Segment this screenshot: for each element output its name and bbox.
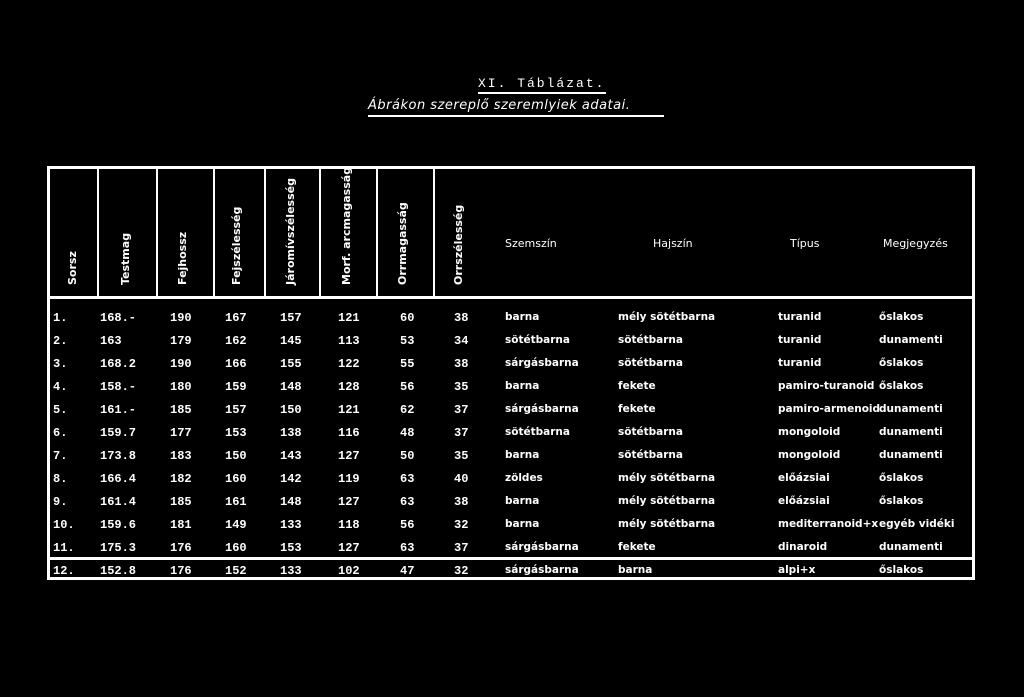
table-cell: mély sötétbarna bbox=[618, 311, 716, 323]
table-cell: mély sötétbarna bbox=[618, 472, 716, 484]
table-cell: 162 bbox=[225, 334, 247, 348]
table-cell: 11. bbox=[53, 541, 75, 555]
table-cell: 155 bbox=[280, 357, 302, 371]
table-cell: 185 bbox=[170, 495, 192, 509]
table-cell: 148 bbox=[280, 380, 302, 394]
table-cell: őslakos bbox=[879, 380, 924, 392]
header-column-divider bbox=[376, 169, 378, 299]
table-number-title: XI. Táblázat. bbox=[478, 76, 638, 91]
table-cell: 127 bbox=[338, 541, 360, 555]
table-cell: 62 bbox=[400, 403, 415, 417]
table-cell: 166.4 bbox=[100, 472, 137, 486]
table-cell: mély sötétbarna bbox=[618, 495, 716, 507]
column-header: Szemszín bbox=[505, 237, 557, 250]
table-cell: 12. bbox=[53, 564, 75, 578]
table-cell: 37 bbox=[454, 403, 469, 417]
table-cell: 127 bbox=[338, 495, 360, 509]
table-cell: turanid bbox=[778, 357, 822, 369]
table-cell: 116 bbox=[338, 426, 360, 440]
header-column-divider bbox=[213, 169, 215, 299]
table-cell: 179 bbox=[170, 334, 192, 348]
table-cell: mediterranoid+x bbox=[778, 518, 879, 530]
table-cell: őslakos bbox=[879, 357, 924, 369]
table-row bbox=[50, 376, 972, 399]
table-cell: barna bbox=[505, 380, 540, 392]
table-cell: 38 bbox=[454, 311, 469, 325]
table-row bbox=[50, 514, 972, 537]
table-row bbox=[50, 537, 972, 560]
table-cell: 159 bbox=[225, 380, 247, 394]
table-row bbox=[50, 399, 972, 422]
table-cell: barna bbox=[505, 311, 540, 323]
caption-underline bbox=[368, 115, 664, 117]
header-divider bbox=[50, 296, 972, 299]
table-cell: 150 bbox=[225, 449, 247, 463]
table-cell: 47 bbox=[400, 564, 415, 578]
table-cell: barna bbox=[505, 449, 540, 461]
table-cell: 177 bbox=[170, 426, 192, 440]
table-cell: 183 bbox=[170, 449, 192, 463]
table-cell: 9. bbox=[53, 495, 68, 509]
table-cell: 160 bbox=[225, 541, 247, 555]
table-cell: 157 bbox=[225, 403, 247, 417]
table-cell: 175.3 bbox=[100, 541, 137, 555]
column-header: Orrszélesség bbox=[452, 204, 465, 285]
header-column-divider bbox=[97, 169, 99, 299]
title-underline bbox=[478, 92, 606, 94]
table-cell: 118 bbox=[338, 518, 360, 532]
table-cell: 5. bbox=[53, 403, 68, 417]
table-cell: 121 bbox=[338, 311, 360, 325]
table-cell: pamiro-turanoid bbox=[778, 380, 875, 392]
table-cell: 143 bbox=[280, 449, 302, 463]
table-cell: 38 bbox=[454, 495, 469, 509]
table-cell: 166 bbox=[225, 357, 247, 371]
table-cell: sárgásbarna bbox=[505, 541, 579, 553]
column-header: Testmag bbox=[119, 232, 132, 285]
table-cell: 185 bbox=[170, 403, 192, 417]
table-cell: előázsiai bbox=[778, 472, 830, 484]
table-cell: 168.2 bbox=[100, 357, 137, 371]
table-cell: 7. bbox=[53, 449, 68, 463]
table-cell: 50 bbox=[400, 449, 415, 463]
table-cell: 122 bbox=[338, 357, 360, 371]
table-cell: sötétbarna bbox=[618, 426, 683, 438]
table-cell: sötétbarna bbox=[618, 357, 683, 369]
table-row bbox=[50, 468, 972, 491]
table-cell: 133 bbox=[280, 518, 302, 532]
table-cell: 34 bbox=[454, 334, 469, 348]
table-cell: 161.4 bbox=[100, 495, 137, 509]
table-cell: 181 bbox=[170, 518, 192, 532]
header-column-divider bbox=[264, 169, 266, 299]
table-cell: őslakos bbox=[879, 564, 924, 576]
table-row bbox=[50, 330, 972, 353]
header-column-divider bbox=[156, 169, 158, 299]
table-cell: 152.8 bbox=[100, 564, 137, 578]
table-cell: dinaroid bbox=[778, 541, 828, 553]
table-cell: dunamenti bbox=[879, 334, 943, 346]
table-cell: 153 bbox=[280, 541, 302, 555]
table-cell: fekete bbox=[618, 380, 656, 392]
table-cell: sötétbarna bbox=[618, 449, 683, 461]
table-cell: mongoloid bbox=[778, 449, 841, 461]
table-cell: 113 bbox=[338, 334, 360, 348]
table-cell: 63 bbox=[400, 472, 415, 486]
table-cell: sötétbarna bbox=[618, 334, 683, 346]
table-cell: 190 bbox=[170, 311, 192, 325]
table-cell: 1. bbox=[53, 311, 68, 325]
table-cell: mély sötétbarna bbox=[618, 518, 716, 530]
data-table bbox=[47, 166, 975, 580]
table-row bbox=[50, 353, 972, 376]
table-cell: 32 bbox=[454, 564, 469, 578]
table-cell: 10. bbox=[53, 518, 75, 532]
table-cell: sötétbarna bbox=[505, 426, 570, 438]
table-row bbox=[50, 560, 972, 583]
table-row bbox=[50, 307, 972, 330]
table-cell: 148 bbox=[280, 495, 302, 509]
table-cell: dunamenti bbox=[879, 403, 943, 415]
table-cell: sárgásbarna bbox=[505, 357, 579, 369]
table-cell: dunamenti bbox=[879, 541, 943, 553]
table-cell: pamiro-armenoid bbox=[778, 403, 881, 415]
table-caption: Ábrákon szereplő szeremlyiek adatai. bbox=[368, 98, 668, 113]
table-cell: 35 bbox=[454, 449, 469, 463]
table-cell: 168.- bbox=[100, 311, 137, 325]
column-header: Morf. arcmagasság bbox=[340, 166, 353, 285]
table-cell: 149 bbox=[225, 518, 247, 532]
table-cell: 32 bbox=[454, 518, 469, 532]
column-header: Fejszélesség bbox=[230, 206, 243, 285]
table-cell: őslakos bbox=[879, 495, 924, 507]
table-row bbox=[50, 445, 972, 468]
table-cell: dunamenti bbox=[879, 426, 943, 438]
column-header: Orrmagasság bbox=[396, 202, 409, 285]
table-cell: 153 bbox=[225, 426, 247, 440]
table-cell: 53 bbox=[400, 334, 415, 348]
table-cell: 176 bbox=[170, 541, 192, 555]
table-cell: 4. bbox=[53, 380, 68, 394]
table-cell: 161 bbox=[225, 495, 247, 509]
table-cell: 173.8 bbox=[100, 449, 137, 463]
table-cell: 180 bbox=[170, 380, 192, 394]
table-cell: 102 bbox=[338, 564, 360, 578]
table-cell: egyéb vidéki bbox=[879, 518, 955, 530]
table-row bbox=[50, 491, 972, 514]
table-cell: barna bbox=[505, 518, 540, 530]
table-cell: 3. bbox=[53, 357, 68, 371]
table-cell: 176 bbox=[170, 564, 192, 578]
table-cell: dunamenti bbox=[879, 449, 943, 461]
column-header: Fejhossz bbox=[176, 231, 189, 285]
table-cell: 159.7 bbox=[100, 426, 137, 440]
table-cell: fekete bbox=[618, 403, 656, 415]
table-cell: 133 bbox=[280, 564, 302, 578]
table-cell: 127 bbox=[338, 449, 360, 463]
table-cell: 121 bbox=[338, 403, 360, 417]
table-cell: 40 bbox=[454, 472, 469, 486]
table-cell: 37 bbox=[454, 541, 469, 555]
table-cell: 157 bbox=[280, 311, 302, 325]
table-cell: 6. bbox=[53, 426, 68, 440]
table-cell: barna bbox=[505, 495, 540, 507]
table-cell: 128 bbox=[338, 380, 360, 394]
column-header: Járomívszélesség bbox=[284, 178, 297, 285]
table-cell: 63 bbox=[400, 495, 415, 509]
table-cell: előázsiai bbox=[778, 495, 830, 507]
table-cell: 152 bbox=[225, 564, 247, 578]
table-cell: alpi+x bbox=[778, 564, 816, 576]
column-header: Sorsz bbox=[66, 251, 79, 285]
table-cell: 158.- bbox=[100, 380, 137, 394]
table-cell: turanid bbox=[778, 334, 822, 346]
table-cell: barna bbox=[618, 564, 653, 576]
table-cell: 38 bbox=[454, 357, 469, 371]
table-cell: sárgásbarna bbox=[505, 564, 579, 576]
table-cell: 37 bbox=[454, 426, 469, 440]
table-cell: 142 bbox=[280, 472, 302, 486]
table-cell: 163 bbox=[100, 334, 122, 348]
table-cell: 56 bbox=[400, 380, 415, 394]
table-cell: 167 bbox=[225, 311, 247, 325]
column-header: Típus bbox=[790, 237, 820, 250]
table-cell: 138 bbox=[280, 426, 302, 440]
table-cell: turanid bbox=[778, 311, 822, 323]
table-cell: 35 bbox=[454, 380, 469, 394]
table-cell: 60 bbox=[400, 311, 415, 325]
table-cell: 190 bbox=[170, 357, 192, 371]
table-cell: 161.- bbox=[100, 403, 137, 417]
column-header: Hajszín bbox=[653, 237, 693, 250]
table-cell: zöldes bbox=[505, 472, 543, 484]
table-cell: 2. bbox=[53, 334, 68, 348]
table-cell: 48 bbox=[400, 426, 415, 440]
table-cell: 63 bbox=[400, 541, 415, 555]
table-cell: sötétbarna bbox=[505, 334, 570, 346]
table-row bbox=[50, 422, 972, 445]
header-column-divider bbox=[433, 169, 435, 299]
table-cell: 159.6 bbox=[100, 518, 137, 532]
header-column-divider bbox=[319, 169, 321, 299]
table-cell: 150 bbox=[280, 403, 302, 417]
table-cell: fekete bbox=[618, 541, 656, 553]
table-cell: mongoloid bbox=[778, 426, 841, 438]
table-cell: 160 bbox=[225, 472, 247, 486]
table-cell: őslakos bbox=[879, 311, 924, 323]
table-cell: 145 bbox=[280, 334, 302, 348]
table-cell: 55 bbox=[400, 357, 415, 371]
table-cell: sárgásbarna bbox=[505, 403, 579, 415]
table-cell: 56 bbox=[400, 518, 415, 532]
table-cell: 8. bbox=[53, 472, 68, 486]
table-cell: 182 bbox=[170, 472, 192, 486]
table-cell: őslakos bbox=[879, 472, 924, 484]
column-header: Megjegyzés bbox=[883, 237, 948, 250]
table-cell: 119 bbox=[338, 472, 360, 486]
